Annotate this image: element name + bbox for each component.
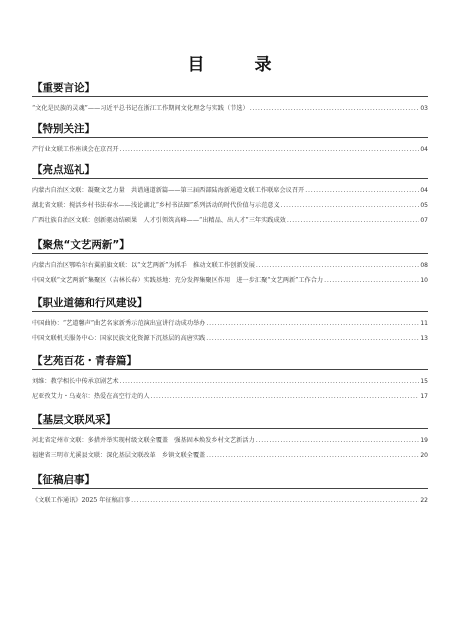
toc-section xyxy=(32,354,428,401)
toc-entry[interactable] xyxy=(32,145,428,154)
entry-page-number: 15 xyxy=(420,378,428,385)
toc-section xyxy=(32,296,428,343)
toc-section xyxy=(32,122,428,154)
section-heading: 【征稿启事】 xyxy=(32,474,95,486)
entry-title: 湖北省文联：搅活乡村书法春水——浅论湖北“乡村书法圈”系列活动的时代价值与示范意义 xyxy=(32,202,280,209)
toc-entry[interactable] xyxy=(32,186,428,195)
toc-entry[interactable] xyxy=(32,377,428,386)
dot-leader xyxy=(206,451,419,460)
dot-leader xyxy=(256,261,419,270)
entry-page-number: 19 xyxy=(420,437,428,444)
entry-title: 河北省定州市文联：多措并举实现村级文联全覆盖 强基固本焕发乡村文艺新活力 xyxy=(32,437,255,444)
entry-title: 尼亚孜艾力・乌麦尔：热爱在高空行走的人 xyxy=(32,393,150,400)
entry-page-number: 04 xyxy=(420,187,428,194)
section-heading: 【职业道德和行风建设】 xyxy=(32,297,148,309)
toc-section xyxy=(32,238,428,285)
toc-entry[interactable] xyxy=(32,392,428,401)
entry-title: 中国曲协：“艺道馨声”曲艺名家新秀示范演出宣讲行动成功举办 xyxy=(32,320,206,327)
toc-entry[interactable] xyxy=(32,276,428,285)
toc-section xyxy=(32,81,428,113)
dot-leader xyxy=(287,216,420,225)
section-divider xyxy=(32,137,428,138)
entry-title: 产行业文联工作座谈会在京召开 xyxy=(32,146,119,153)
toc-section xyxy=(32,413,428,460)
entry-title: 福建省三明市尤溪县文联：深化基层文联改革 乡镇文联全覆盖 xyxy=(32,452,206,459)
toc-entry[interactable] xyxy=(32,319,428,328)
entry-page-number: 13 xyxy=(420,335,428,342)
dot-leader xyxy=(250,104,420,113)
entry-title: 中国文联“文艺两新”集聚区（吉林长春）实践基地：充分发挥集聚区作用 进一步汇聚“文艺两新”工作合力 xyxy=(32,277,324,284)
entry-title: 广西壮族自治区文联：创新驱动结硕果 人才引领筑高峰——“出精品、出人才”三年实践成效 xyxy=(32,217,286,224)
toc-entry[interactable] xyxy=(32,261,428,270)
toc-entry[interactable] xyxy=(32,216,428,225)
section-heading: 【亮点巡礼】 xyxy=(32,164,95,176)
toc-entry[interactable] xyxy=(32,201,428,210)
section-heading: 【聚焦“文艺两新”】 xyxy=(32,239,130,251)
entry-page-number: 11 xyxy=(420,320,428,327)
entry-page-number: 04 xyxy=(420,146,428,153)
entry-title: “文化是民族的灵魂”——习近平总书记在浙江工作期间文化理念与实践（节选） xyxy=(32,105,249,112)
section-heading: 【特别关注】 xyxy=(32,123,95,135)
entry-page-number: 08 xyxy=(420,262,428,269)
dot-leader xyxy=(281,201,420,210)
entry-title: 内蒙古自治区文联：凝聚文艺力量 共谱通道新篇——第三届西部陆海新通道文联工作联席会议召开 xyxy=(32,187,305,194)
section-divider xyxy=(32,96,428,97)
dot-leader xyxy=(324,276,419,285)
dot-leader xyxy=(206,319,419,328)
entry-title: 刘维：教学相长中传承京剧艺术 xyxy=(32,378,119,385)
dot-leader xyxy=(151,392,420,401)
dot-leader xyxy=(305,186,419,195)
toc-entry[interactable] xyxy=(32,496,428,505)
entry-page-number: 03 xyxy=(420,105,428,112)
toc-entry[interactable] xyxy=(32,451,428,460)
dot-leader xyxy=(131,496,419,505)
entry-page-number: 05 xyxy=(420,202,428,209)
toc-entry[interactable] xyxy=(32,334,428,343)
section-divider xyxy=(32,488,428,489)
section-heading: 【艺苑百花・青春篇】 xyxy=(32,355,137,367)
toc-entry[interactable] xyxy=(32,436,428,445)
dot-leader xyxy=(120,145,420,154)
entry-page-number: 22 xyxy=(420,497,428,504)
entry-page-number: 10 xyxy=(420,277,428,284)
dot-leader xyxy=(120,377,420,386)
entry-page-number: 07 xyxy=(420,217,428,224)
toc-section xyxy=(32,163,428,225)
toc-entry[interactable] xyxy=(32,104,428,113)
entry-title: 中国文联机关服务中心：国家民族文化资源下沉基层的高唐实践 xyxy=(32,335,206,342)
section-heading: 【重要言论】 xyxy=(32,82,95,94)
section-heading: 【基层文联风采】 xyxy=(32,414,116,426)
dot-leader xyxy=(206,334,419,343)
dot-leader xyxy=(256,436,420,445)
section-divider xyxy=(32,428,428,429)
entry-title: 《文联工作通讯》2025 年征稿启事 xyxy=(32,497,131,504)
section-divider xyxy=(32,178,428,179)
entry-page-number: 17 xyxy=(420,393,428,400)
entry-page-number: 20 xyxy=(420,452,428,459)
section-divider xyxy=(32,311,428,312)
toc-section xyxy=(32,473,428,505)
section-divider xyxy=(32,369,428,370)
section-divider xyxy=(32,253,428,254)
page-title: 目 录 xyxy=(187,55,294,75)
entry-title: 内蒙古自治区鄂哈尔右翼前旗文联：以“文艺两新”为抓手 推动文联工作创新发展 xyxy=(32,262,255,269)
